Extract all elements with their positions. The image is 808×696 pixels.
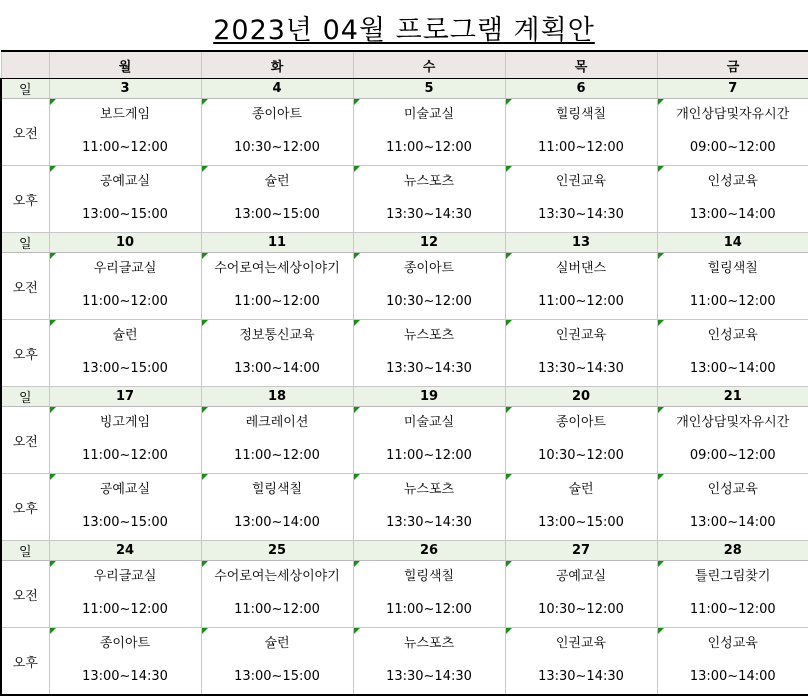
program-time: 09:00~12:00 <box>658 448 808 464</box>
program-cell[interactable] <box>201 253 353 320</box>
comment-marker-icon <box>658 628 664 634</box>
comment-marker-icon <box>658 474 664 480</box>
am-row <box>1 561 808 628</box>
comment-marker-icon <box>354 166 360 172</box>
day-label: 일 <box>1 541 49 561</box>
comment-marker-icon <box>50 407 56 413</box>
program-name: 뉴스포츠 <box>354 328 505 344</box>
weekday-header-row <box>1 51 808 79</box>
program-time: 11:00~12:00 <box>354 448 505 464</box>
program-name: 뉴스포츠 <box>354 482 505 498</box>
program-cell[interactable] <box>201 320 353 387</box>
program-time: 11:00~12:00 <box>658 602 808 618</box>
program-cell[interactable] <box>505 407 657 474</box>
day-label: 일 <box>1 79 49 99</box>
program-name: 정보통신교육 <box>202 328 353 344</box>
date-cell: 17 <box>49 387 201 407</box>
comment-marker-icon <box>202 407 208 413</box>
date-cell: 6 <box>505 79 657 99</box>
program-name: 슐런 <box>202 174 353 190</box>
program-cell[interactable] <box>353 99 505 166</box>
program-name: 슐런 <box>506 482 657 498</box>
program-name: 인성교육 <box>658 328 808 344</box>
comment-marker-icon <box>506 407 512 413</box>
program-name: 미술교실 <box>354 107 505 123</box>
program-cell[interactable] <box>505 253 657 320</box>
comment-marker-icon <box>50 99 56 105</box>
program-cell[interactable] <box>353 166 505 233</box>
program-time: 13:00~14:00 <box>202 361 353 377</box>
program-time: 11:00~12:00 <box>506 294 657 310</box>
comment-marker-icon <box>658 320 664 326</box>
program-time: 11:00~12:00 <box>202 294 353 310</box>
program-time: 11:00~12:00 <box>658 294 808 310</box>
program-cell[interactable] <box>505 166 657 233</box>
pm-row <box>1 166 808 233</box>
program-cell[interactable] <box>49 99 201 166</box>
comment-marker-icon <box>50 320 56 326</box>
date-cell: 18 <box>201 387 353 407</box>
weekday-header: 월 <box>49 51 201 79</box>
comment-marker-icon <box>50 253 56 259</box>
comment-marker-icon <box>354 407 360 413</box>
program-time: 13:30~14:30 <box>506 669 657 685</box>
comment-marker-icon <box>506 166 512 172</box>
comment-marker-icon <box>202 99 208 105</box>
program-name: 인성교육 <box>658 174 808 190</box>
program-name: 힐링색칠 <box>658 261 808 277</box>
am-label: 오전 <box>1 561 49 628</box>
comment-marker-icon <box>50 561 56 567</box>
program-time: 13:00~14:00 <box>658 515 808 531</box>
comment-marker-icon <box>506 99 512 105</box>
program-time: 13:00~15:00 <box>50 361 201 377</box>
program-name: 힐링색칠 <box>202 482 353 498</box>
program-cell[interactable] <box>657 166 808 233</box>
weekday-header: 목 <box>505 51 657 79</box>
date-row <box>1 79 808 99</box>
program-cell[interactable] <box>657 628 808 696</box>
program-cell[interactable] <box>201 407 353 474</box>
comment-marker-icon <box>202 166 208 172</box>
program-name: 수어로여는세상이야기 <box>202 569 353 585</box>
program-cell[interactable] <box>353 253 505 320</box>
program-name: 인권교육 <box>506 636 657 652</box>
am-label: 오전 <box>1 407 49 474</box>
program-time: 13:00~14:00 <box>658 361 808 377</box>
pm-label: 오후 <box>1 474 49 541</box>
comment-marker-icon <box>354 561 360 567</box>
date-cell: 28 <box>657 541 808 561</box>
comment-marker-icon <box>50 628 56 634</box>
program-time: 13:00~14:30 <box>50 669 201 685</box>
am-row <box>1 99 808 166</box>
day-label: 일 <box>1 387 49 407</box>
date-row <box>1 233 808 253</box>
program-name: 종이아트 <box>202 107 353 123</box>
program-name: 인권교육 <box>506 328 657 344</box>
program-cell[interactable] <box>201 99 353 166</box>
date-cell: 13 <box>505 233 657 253</box>
date-cell: 26 <box>353 541 505 561</box>
weekday-header: 화 <box>201 51 353 79</box>
program-name: 인권교육 <box>506 174 657 190</box>
date-cell: 24 <box>49 541 201 561</box>
comment-marker-icon <box>658 561 664 567</box>
comment-marker-icon <box>506 561 512 567</box>
program-cell[interactable] <box>505 320 657 387</box>
weekday-header: 금 <box>657 51 808 79</box>
program-time: 11:00~12:00 <box>50 140 201 156</box>
program-cell[interactable] <box>49 166 201 233</box>
comment-marker-icon <box>202 561 208 567</box>
program-time: 13:00~15:00 <box>50 515 201 531</box>
pm-label: 오후 <box>1 628 49 696</box>
date-cell: 11 <box>201 233 353 253</box>
program-name: 개인상담및자유시간 <box>658 415 808 431</box>
comment-marker-icon <box>202 253 208 259</box>
date-cell: 3 <box>49 79 201 99</box>
comment-marker-icon <box>354 628 360 634</box>
program-time: 13:00~14:00 <box>658 669 808 685</box>
weekday-header: 수 <box>353 51 505 79</box>
program-name: 종이아트 <box>506 415 657 431</box>
comment-marker-icon <box>658 99 664 105</box>
program-cell[interactable] <box>353 474 505 541</box>
program-name: 우리글교실 <box>50 261 201 277</box>
program-cell[interactable] <box>201 474 353 541</box>
program-cell[interactable] <box>49 474 201 541</box>
date-cell: 25 <box>201 541 353 561</box>
pm-row <box>1 320 808 387</box>
comment-marker-icon <box>202 320 208 326</box>
pm-row <box>1 628 808 696</box>
date-cell: 5 <box>353 79 505 99</box>
program-cell[interactable] <box>201 166 353 233</box>
program-time: 10:30~12:00 <box>506 602 657 618</box>
date-cell: 21 <box>657 387 808 407</box>
day-label: 일 <box>1 233 49 253</box>
program-time: 11:00~12:00 <box>50 294 201 310</box>
program-time: 11:00~12:00 <box>50 448 201 464</box>
comment-marker-icon <box>202 628 208 634</box>
program-name: 힐링색칠 <box>354 569 505 585</box>
program-cell[interactable] <box>657 99 808 166</box>
program-time: 13:30~14:30 <box>354 669 505 685</box>
program-name: 슐런 <box>50 328 201 344</box>
program-cell[interactable] <box>49 561 201 628</box>
program-name: 보드게임 <box>50 107 201 123</box>
date-cell: 20 <box>505 387 657 407</box>
am-label: 오전 <box>1 99 49 166</box>
program-cell[interactable] <box>353 320 505 387</box>
program-cell[interactable] <box>201 561 353 628</box>
program-name: 종이아트 <box>50 636 201 652</box>
program-cell[interactable] <box>201 628 353 696</box>
am-label: 오전 <box>1 253 49 320</box>
pm-label: 오후 <box>1 320 49 387</box>
program-time: 10:30~12:00 <box>354 294 505 310</box>
comment-marker-icon <box>354 253 360 259</box>
program-cell[interactable] <box>657 561 808 628</box>
program-time: 13:30~14:30 <box>354 207 505 223</box>
date-cell: 10 <box>49 233 201 253</box>
date-cell: 27 <box>505 541 657 561</box>
program-cell[interactable] <box>657 474 808 541</box>
program-time: 13:30~14:30 <box>506 207 657 223</box>
pm-label: 오후 <box>1 166 49 233</box>
corner-cell <box>1 51 49 79</box>
program-cell[interactable] <box>505 99 657 166</box>
comment-marker-icon <box>354 474 360 480</box>
program-cell[interactable] <box>353 561 505 628</box>
program-name: 실버댄스 <box>506 261 657 277</box>
program-time: 11:00~12:00 <box>50 602 201 618</box>
program-time: 13:00~14:00 <box>202 515 353 531</box>
comment-marker-icon <box>50 474 56 480</box>
program-time: 13:30~14:30 <box>506 361 657 377</box>
program-time: 13:00~15:00 <box>202 207 353 223</box>
program-cell[interactable] <box>505 561 657 628</box>
pm-row <box>1 474 808 541</box>
program-cell[interactable] <box>49 407 201 474</box>
date-row <box>1 541 808 561</box>
program-name: 공예교실 <box>50 174 201 190</box>
program-name: 뉴스포츠 <box>354 636 505 652</box>
program-time: 13:00~14:00 <box>658 207 808 223</box>
program-time: 13:00~15:00 <box>506 515 657 531</box>
program-name: 인성교육 <box>658 482 808 498</box>
program-time: 10:30~12:00 <box>506 448 657 464</box>
program-cell[interactable] <box>505 474 657 541</box>
comment-marker-icon <box>506 253 512 259</box>
program-time: 11:00~12:00 <box>202 448 353 464</box>
program-name: 빙고게임 <box>50 415 201 431</box>
program-time: 11:00~12:00 <box>354 140 505 156</box>
am-row <box>1 253 808 320</box>
program-cell[interactable] <box>657 320 808 387</box>
program-cell[interactable] <box>505 628 657 696</box>
date-cell: 4 <box>201 79 353 99</box>
comment-marker-icon <box>658 166 664 172</box>
program-name: 개인상담및자유시간 <box>658 107 808 123</box>
program-cell[interactable] <box>49 320 201 387</box>
date-cell: 14 <box>657 233 808 253</box>
program-time: 13:00~15:00 <box>50 207 201 223</box>
program-time: 11:00~12:00 <box>202 602 353 618</box>
program-name: 슐런 <box>202 636 353 652</box>
date-cell: 7 <box>657 79 808 99</box>
comment-marker-icon <box>506 628 512 634</box>
program-name: 뉴스포츠 <box>354 174 505 190</box>
comment-marker-icon <box>202 474 208 480</box>
program-cell[interactable] <box>353 407 505 474</box>
am-row <box>1 407 808 474</box>
program-time: 11:00~12:00 <box>354 602 505 618</box>
program-time: 13:30~14:30 <box>354 361 505 377</box>
comment-marker-icon <box>354 320 360 326</box>
program-name: 종이아트 <box>354 261 505 277</box>
comment-marker-icon <box>506 474 512 480</box>
comment-marker-icon <box>658 253 664 259</box>
program-cell[interactable] <box>353 628 505 696</box>
program-name: 틀린그림찾기 <box>658 569 808 585</box>
program-cell[interactable] <box>657 407 808 474</box>
page-title: 2023년 04월 프로그램 계획안 <box>0 8 808 47</box>
program-name: 힐링색칠 <box>506 107 657 123</box>
comment-marker-icon <box>50 166 56 172</box>
program-time: 09:00~12:00 <box>658 140 808 156</box>
program-cell[interactable] <box>49 628 201 696</box>
program-name: 공예교실 <box>50 482 201 498</box>
date-cell: 19 <box>353 387 505 407</box>
program-time: 11:00~12:00 <box>506 140 657 156</box>
schedule-table <box>0 50 808 696</box>
comment-marker-icon <box>506 320 512 326</box>
date-row <box>1 387 808 407</box>
program-name: 수어로여는세상이야기 <box>202 261 353 277</box>
program-name: 미술교실 <box>354 415 505 431</box>
comment-marker-icon <box>354 99 360 105</box>
date-cell: 12 <box>353 233 505 253</box>
program-name: 인성교육 <box>658 636 808 652</box>
program-cell[interactable] <box>657 253 808 320</box>
program-time: 13:00~15:00 <box>202 669 353 685</box>
program-cell[interactable] <box>49 253 201 320</box>
program-time: 10:30~12:00 <box>202 140 353 156</box>
program-name: 공예교실 <box>506 569 657 585</box>
comment-marker-icon <box>658 407 664 413</box>
program-name: 레크레이션 <box>202 415 353 431</box>
program-name: 우리글교실 <box>50 569 201 585</box>
program-time: 13:30~14:30 <box>354 515 505 531</box>
